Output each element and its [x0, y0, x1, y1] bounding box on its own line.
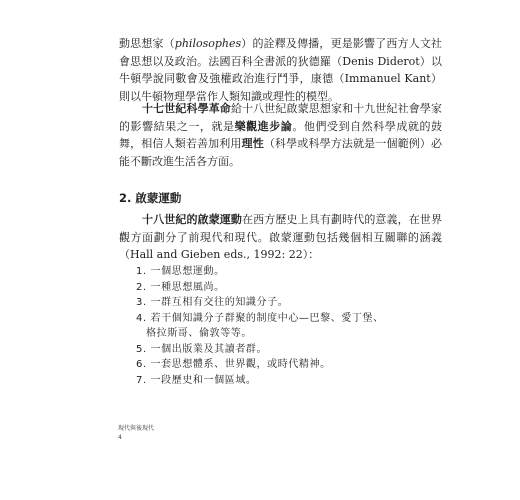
paragraph-2-bold-c: 理性 — [241, 137, 264, 151]
list-item: 6. 一套思想體系、世界觀，或時代精神。 — [136, 359, 331, 370]
paragraph-1-text-b: ）的詮釋及傳播，更是影響了西方人文社會思想以及政治。法國百科全書派的狄德羅（Denis Diderot）以牛頓學說同數會及強權政治進行鬥爭，康德（Immanuel Kant）則以牛頓物理學當作人類知識或理性的模型。 — [119, 37, 443, 103]
section-heading: 2. 啟蒙運動 — [119, 191, 182, 205]
list-item: 3. 一群互相有交往的知識分子。 — [136, 297, 289, 308]
paragraph-2-bold-b: 樂觀進步論 — [234, 119, 293, 133]
list-item: 4. 若干個知識分子群聚的制度中心—巴黎、愛丁堡、 — [136, 312, 384, 324]
paragraph-1 — [119, 35, 442, 105]
list-item: 1. 一個思想運動。 — [136, 266, 225, 277]
paragraph-2-text-a: 給十八世紀啟蒙思想家和十九世紀社會學家的影響結果之一，就是 — [119, 102, 443, 133]
paragraph-2-text-c: （科學或科學方法就是一個範例）必能不斷改進生活各方面。 — [119, 137, 443, 168]
list-item: 7. 一段歷史和一個區域。 — [136, 374, 257, 386]
list-item: 5. 一個出版業及其讀者群。 — [136, 343, 268, 355]
list-item: 2. 一種思想風尚。 — [136, 281, 225, 293]
paragraph-2-bold-a: 十七世紀科學革命 — [142, 102, 231, 115]
paragraph-2-text-b: 。他們受到自然科學成就的鼓舞，相信人類若善加利用 — [119, 119, 443, 151]
list-item-continuation: 格拉斯哥、倫敦等等。 — [146, 328, 252, 339]
page-number: 4 — [118, 434, 122, 441]
paragraph-3-bold-a: 十八世紀的啟蒙運動 — [142, 213, 243, 226]
paragraph-1-text-a: 動思想家（ — [119, 37, 175, 50]
paragraph-1-italic-term: philosophes — [174, 37, 242, 50]
paragraph-3 — [119, 211, 442, 264]
paragraph-3-text-a: 在西方歷史上具有劃時代的意義，在世界觀方面劃分了前現代和現代。啟蒙運動包括幾個相互關聯的涵義（Hall and Gieben eds., 1992: 22）： — [119, 213, 443, 262]
enlightenment-meanings-list — [136, 264, 384, 388]
running-footer-title: 現代與後現代 — [118, 425, 155, 432]
paragraph-2 — [119, 100, 442, 170]
